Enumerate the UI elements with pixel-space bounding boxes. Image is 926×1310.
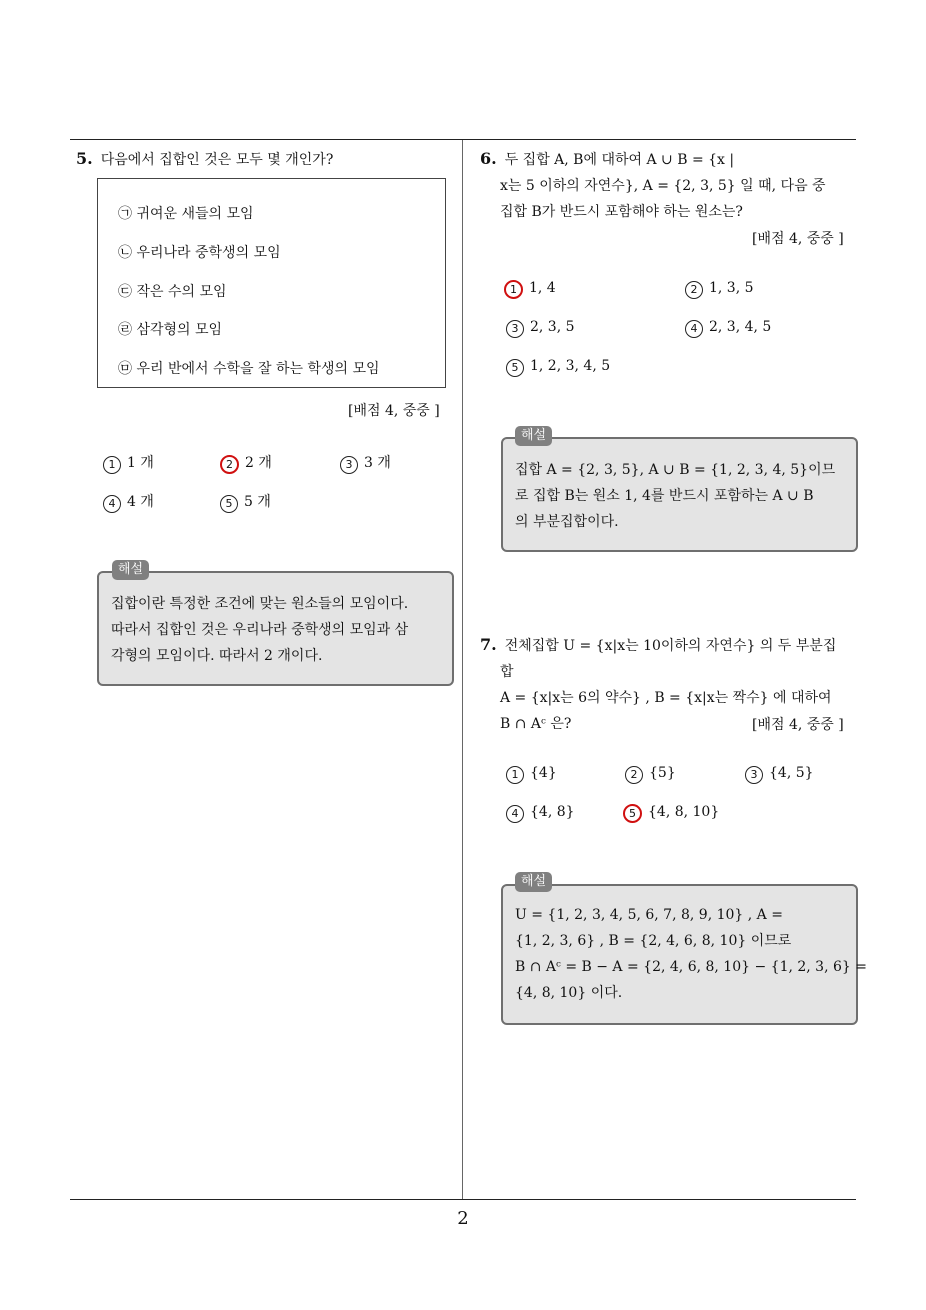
- q5-item: [118, 242, 281, 262]
- q6-choice-1[interactable]: [504, 280, 556, 299]
- choice-text: 2, 3, 5: [530, 319, 575, 335]
- choice-text: 4 개: [127, 494, 154, 510]
- solution-line: {1, 2, 3, 6} , B = {2, 4, 6, 8, 10} 이므로: [515, 933, 792, 949]
- choice-number-circle: 2: [625, 766, 643, 784]
- bottom-rule: [70, 1199, 856, 1200]
- q5-item: [118, 358, 380, 378]
- q7-stem-line: B ∩ Aᶜ 은?: [500, 716, 572, 732]
- q5-item-text: 귀여운 새들의 모임: [136, 206, 254, 222]
- q7-choice-2[interactable]: [625, 765, 676, 784]
- q7-choice-1[interactable]: [506, 765, 557, 784]
- solution-line: 집합이란 특정한 조건에 맞는 원소들의 모임이다.: [111, 596, 409, 612]
- q5-item-marker: ㉤: [118, 361, 132, 377]
- solution-line: 로 집합 B는 원소 1, 4를 반드시 포함하는 A ∪ B: [515, 488, 814, 504]
- q5-item-marker: ㉠: [118, 206, 132, 222]
- q7-solution-box: [501, 884, 867, 1025]
- choice-text: 1, 3, 5: [709, 280, 754, 296]
- solution-line: B ∩ Aᶜ = B − A = {2, 4, 6, 8, 10} − {1, 2, 3, 6} =: [515, 959, 867, 975]
- q5-choice-5[interactable]: [220, 491, 271, 513]
- q5-item-text: 작은 수의 모임: [136, 284, 227, 300]
- q7-choice-5[interactable]: [623, 804, 719, 823]
- choice-text: 3 개: [364, 455, 391, 471]
- choice-number-circle: 4: [685, 320, 703, 338]
- choice-text: 1 개: [127, 455, 154, 471]
- top-rule: [70, 139, 856, 140]
- q5-items-box: [97, 178, 446, 388]
- q5-number: 5.: [76, 149, 93, 168]
- q5-solution-tag: 해설: [112, 560, 149, 580]
- choice-number-circle: 5: [506, 359, 524, 377]
- q6-solution-tag: 해설: [515, 426, 552, 446]
- q6-score: [배점 4, 중중 ]: [752, 231, 844, 247]
- q5-stem-text: 다음에서 집합인 것은 모두 몇 개인가?: [100, 152, 334, 168]
- solution-line: 각형의 모임이다. 따라서 2 개이다.: [111, 648, 323, 664]
- choice-number-circle: 4: [506, 805, 524, 823]
- solution-line: 집합 A = {2, 3, 5}, A ∪ B = {1, 2, 3, 4, 5}이므: [515, 462, 836, 478]
- q6-stem-line: 두 집합 A, B에 대하여 A ∪ B = {x |: [504, 152, 735, 168]
- q5-item-text: 우리나라 중학생의 모임: [136, 245, 281, 261]
- solution-line: {4, 8, 10} 이다.: [515, 985, 623, 1001]
- choice-text: {4, 8, 10}: [648, 804, 720, 820]
- choice-text: {5}: [649, 765, 676, 781]
- q6-choice-5[interactable]: [506, 358, 610, 377]
- q7-score: [배점 4, 중중 ]: [752, 717, 844, 733]
- q5-item: [118, 203, 254, 223]
- q5-choice-4[interactable]: [103, 491, 154, 513]
- q6-number: 6.: [480, 149, 497, 168]
- choice-number-circle: 1: [103, 456, 121, 474]
- q5-item-marker: ㉢: [118, 284, 132, 300]
- q5-item: [118, 281, 227, 301]
- solution-line: U = {1, 2, 3, 4, 5, 6, 7, 8, 9, 10} , A =: [515, 907, 783, 923]
- q5-item: [118, 319, 222, 339]
- q5-item-text: 우리 반에서 수학을 잘 하는 학생의 모임: [136, 361, 380, 377]
- q5-solution-box: [97, 571, 454, 686]
- q6-choice-4[interactable]: [685, 319, 771, 338]
- q7-solution-text: [515, 902, 867, 1006]
- choice-number-circle: 2: [685, 281, 703, 299]
- q6-stem-line: 집합 B가 반드시 포함해야 하는 원소는?: [500, 204, 743, 220]
- q7-solution-tag: 해설: [515, 872, 552, 892]
- choice-text: 2, 3, 4, 5: [709, 319, 772, 335]
- choice-number-circle: 3: [506, 320, 524, 338]
- q5-item-marker: ㉡: [118, 245, 132, 261]
- solution-line: 따라서 집합인 것은 우리나라 중학생의 모임과 삼: [111, 622, 409, 638]
- q6-solution-text: [515, 457, 846, 535]
- page-number: 2: [457, 1208, 469, 1229]
- q7-choice-3[interactable]: [745, 765, 814, 784]
- q7-stem-line: 합: [500, 664, 514, 680]
- q5-item-text: 삼각형의 모임: [136, 322, 223, 338]
- choice-text: 5 개: [244, 494, 271, 510]
- q6-stem: [480, 146, 826, 225]
- q5-choice-2[interactable]: [220, 452, 272, 474]
- q7-number: 7.: [480, 635, 497, 654]
- q6-choice-2[interactable]: [685, 280, 754, 299]
- column-divider: [462, 140, 463, 1200]
- choice-number-circle: 5: [220, 495, 238, 513]
- q6-solution-box: [501, 437, 858, 552]
- answer-mark-circle: 1: [504, 280, 523, 299]
- choice-number-circle: 4: [103, 495, 121, 513]
- choice-number-circle: 3: [340, 456, 358, 474]
- answer-mark-circle: 5: [623, 804, 642, 823]
- choice-text: 1, 2, 3, 4, 5: [530, 358, 611, 374]
- q5-item-marker: ㉣: [118, 322, 132, 338]
- choice-number-circle: 3: [745, 766, 763, 784]
- choice-text: {4, 5}: [769, 765, 814, 781]
- answer-mark-circle: 2: [220, 455, 239, 474]
- q5-choice-3[interactable]: [340, 452, 391, 474]
- q7-choice-4[interactable]: [506, 804, 575, 823]
- choice-text: {4}: [530, 765, 557, 781]
- q5-stem: [76, 146, 333, 173]
- choice-number-circle: 1: [506, 766, 524, 784]
- q6-stem-line: x는 5 이하의 자연수}, A = {2, 3, 5} 일 때, 다음 중: [500, 178, 826, 194]
- choice-text: 2 개: [245, 455, 272, 471]
- q5-score: [배점 4, 중중 ]: [348, 403, 440, 419]
- q5-solution-text: [111, 591, 442, 669]
- solution-line: 의 부분집합이다.: [515, 514, 619, 530]
- q7-stem-line: 전체집합 U = {x|x는 10이하의 자연수} 의 두 부분집: [504, 638, 837, 654]
- choice-text: 1, 4: [529, 280, 556, 296]
- choice-text: {4, 8}: [530, 804, 575, 820]
- q5-choice-1[interactable]: [103, 452, 154, 474]
- q7-stem-line: A = {x|x는 6의 약수} , B = {x|x는 짝수} 에 대하여: [500, 690, 832, 706]
- q6-choice-3[interactable]: [506, 319, 575, 338]
